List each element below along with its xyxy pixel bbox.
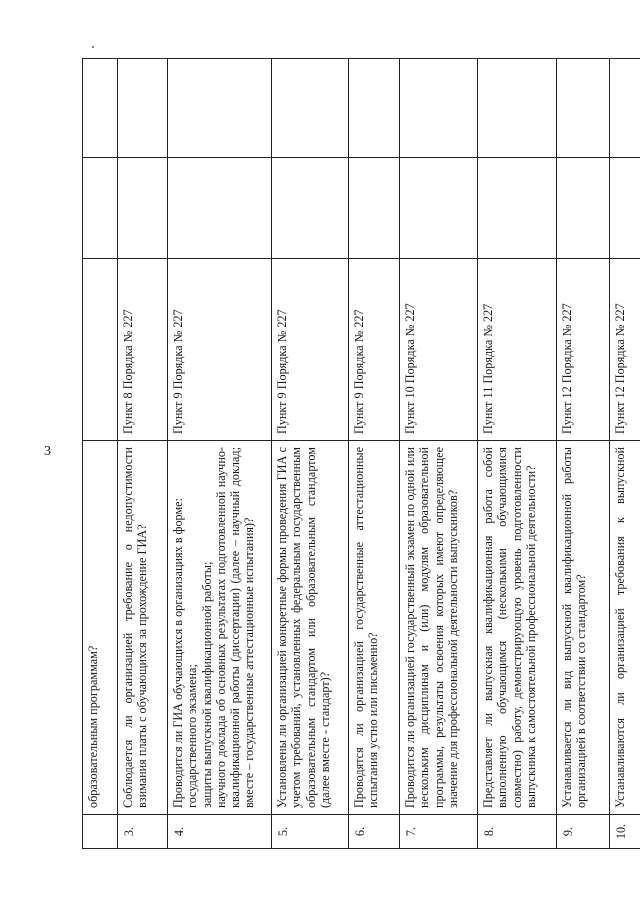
question-text-truncated: Устанавливаются ли организацией требования к выпускной <box>613 447 627 808</box>
basis-cell: Пункт 12 Порядка № 227 <box>557 259 610 441</box>
table-row <box>557 59 610 849</box>
rotated-page-content <box>82 59 628 849</box>
table-row <box>168 59 272 849</box>
note-cell <box>118 59 168 158</box>
table-row <box>83 59 118 849</box>
answer-cell <box>610 158 640 259</box>
table-row <box>610 59 640 849</box>
note-cell <box>272 59 349 158</box>
table-row <box>349 59 400 849</box>
table-row <box>478 59 557 849</box>
table-row <box>118 59 168 849</box>
question-cell: Проводится ли ГИА обучающихся в организациях в форме: государственного экзамена; защиты выпускной квалификационной работы; научного доклада об основных результатах подготовленной научно-квалификационной работы (диссертации) (далее – научный доклад; вместе – государственные аттестационные испытания)? <box>168 441 272 815</box>
note-cell <box>478 59 557 158</box>
question-cell: Соблюдается ли организацией требование о недопустимости взимания платы с обучающихся за прохождение ГИА? <box>118 441 168 815</box>
basis-cell: Пункт 10 Порядка № 227 <box>400 259 478 441</box>
row-number-cell: 8. <box>478 815 557 849</box>
note-cell <box>83 59 118 158</box>
table-row <box>400 59 478 849</box>
basis-cell: Пункт 9 Порядка № 227 <box>349 259 400 441</box>
answer-cell <box>272 158 349 259</box>
question-cell <box>610 441 640 815</box>
row-number-cell: 10. <box>610 815 640 849</box>
answer-cell <box>400 158 478 259</box>
answer-cell <box>478 158 557 259</box>
row-number-cell: 9. <box>557 815 610 849</box>
question-cell: Устанавливается ли вид выпускной квалификационной работы организацией в соответствии со стандартом? <box>557 441 610 815</box>
row-number-cell: 6. <box>349 815 400 849</box>
question-cell: Представляет ли выпускная квалификационная работа собой выполненную обучающимся (несколькими обучающимися совместно) работу, демонстрирующую уровень подготовленности выпускника к самостоятельной профессиональной деятельности? <box>478 441 557 815</box>
answer-cell <box>168 158 272 259</box>
question-cell: образовательным программам? <box>83 441 118 815</box>
note-cell <box>349 59 400 158</box>
note-cell <box>168 59 272 158</box>
basis-cell: Пункт 12 Порядка № 227 <box>610 259 640 441</box>
page-number: 3 <box>44 444 51 459</box>
basis-cell: Пункт 8 Порядка № 227 <box>118 259 168 441</box>
basis-cell: Пункт 9 Порядка № 227 <box>272 259 349 441</box>
row-number-cell: 5. <box>272 815 349 849</box>
basis-cell: Пункт 11 Порядка № 227 <box>478 259 557 441</box>
basis-cell <box>83 259 118 441</box>
row-number-cell: 7. <box>400 815 478 849</box>
row-number-cell <box>83 815 118 849</box>
answer-cell <box>349 158 400 259</box>
answer-cell <box>118 158 168 259</box>
row-number-cell: 3. <box>118 815 168 849</box>
checklist-table <box>82 58 640 849</box>
scan-artifact-dot <box>92 46 94 48</box>
answer-cell <box>83 158 118 259</box>
note-cell <box>610 59 640 158</box>
question-cell: Установлены ли организацией конкретные формы проведения ГИА с учетом требований, установленных федеральным государственным образовательным стандартом или образовательным стандартом (далее вместе - стандарт)? <box>272 441 349 815</box>
question-cell: Проводятся ли организацией государственные аттестационные испытания устно или письменно? <box>349 441 400 815</box>
checklist-table-body <box>83 59 640 849</box>
table-row <box>272 59 349 849</box>
basis-cell: Пункт 9 Порядка № 227 <box>168 259 272 441</box>
question-cell: Проводится ли организацией государственный экзамен по одной или нескольким дисциплинам и (или) модулям образовательной программы, результаты освоения которых имеют определяющее значение для профессиональной деятельности выпускников? <box>400 441 478 815</box>
answer-cell <box>557 158 610 259</box>
row-number-cell: 4. <box>168 815 272 849</box>
note-cell <box>400 59 478 158</box>
note-cell <box>557 59 610 158</box>
